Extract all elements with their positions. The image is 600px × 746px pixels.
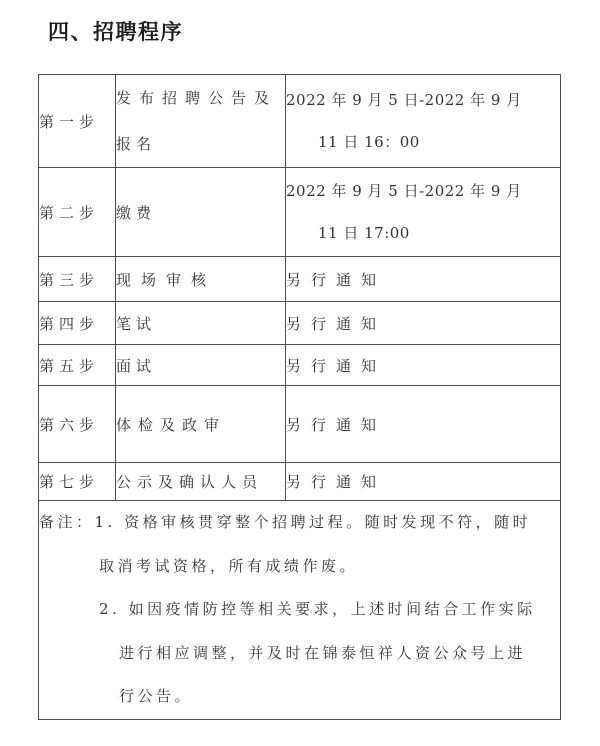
time-cell: 另行通知	[286, 345, 561, 386]
table-row-notes	[39, 501, 561, 720]
notes-cell	[39, 501, 561, 720]
step-cell: 第四步	[39, 302, 116, 345]
note-line: 备注：1. 资格审核贯穿整个招聘过程。随时发现不符，随时	[39, 513, 532, 532]
item-cell: 面试	[116, 345, 286, 386]
time-line: 2022 年 9 月 5 日-2022 年 9 月	[286, 91, 522, 109]
time-line: 2022 年 9 月 5 日-2022 年 9 月	[286, 182, 522, 200]
item-line: 报名	[116, 135, 157, 153]
step-cell: 第六步	[39, 386, 116, 463]
table-row-step-3	[39, 257, 561, 302]
step-cell: 第二步	[39, 168, 116, 257]
step-cell: 第一步	[39, 75, 116, 168]
page-title: 四、招聘程序	[48, 19, 183, 44]
time-cell: 另行通知	[286, 463, 561, 501]
note-line: 行公告。	[119, 687, 194, 706]
step-cell: 第三步	[39, 257, 116, 302]
time-cell: 另行通知	[286, 386, 561, 463]
step-cell: 第五步	[39, 345, 116, 386]
time-line: 11 日 16：00	[318, 133, 420, 151]
table-row-step-2	[39, 168, 561, 257]
recruitment-procedure-table	[38, 74, 561, 720]
note-line: 进行相应调整，并及时在锦泰恒祥人资公众号上进	[119, 643, 527, 662]
time-line: 11 日 17:00	[318, 224, 410, 242]
table-row-step-4	[39, 302, 561, 345]
table-row-step-1	[39, 75, 561, 168]
item-line: 发布招聘公告及	[116, 89, 278, 107]
note-line: 取消考试资格，所有成绩作废。	[99, 556, 359, 575]
item-cell: 体检及政审	[116, 386, 286, 463]
item-cell: 现场审核	[116, 257, 286, 302]
note-line: 2. 如因疫情防控等相关要求，上述时间结合工作实际	[99, 600, 536, 619]
item-cell: 公示及确认人员	[116, 463, 286, 501]
item-cell: 缴费	[116, 168, 286, 257]
item-cell	[116, 75, 286, 168]
table-row-step-6	[39, 386, 561, 463]
time-cell	[286, 75, 561, 168]
time-cell	[286, 168, 561, 257]
item-cell: 笔试	[116, 302, 286, 345]
time-cell: 另行通知	[286, 302, 561, 345]
table-row-step-5	[39, 345, 561, 386]
table-row-step-7	[39, 463, 561, 501]
time-cell: 另行通知	[286, 257, 561, 302]
step-cell: 第七步	[39, 463, 116, 501]
